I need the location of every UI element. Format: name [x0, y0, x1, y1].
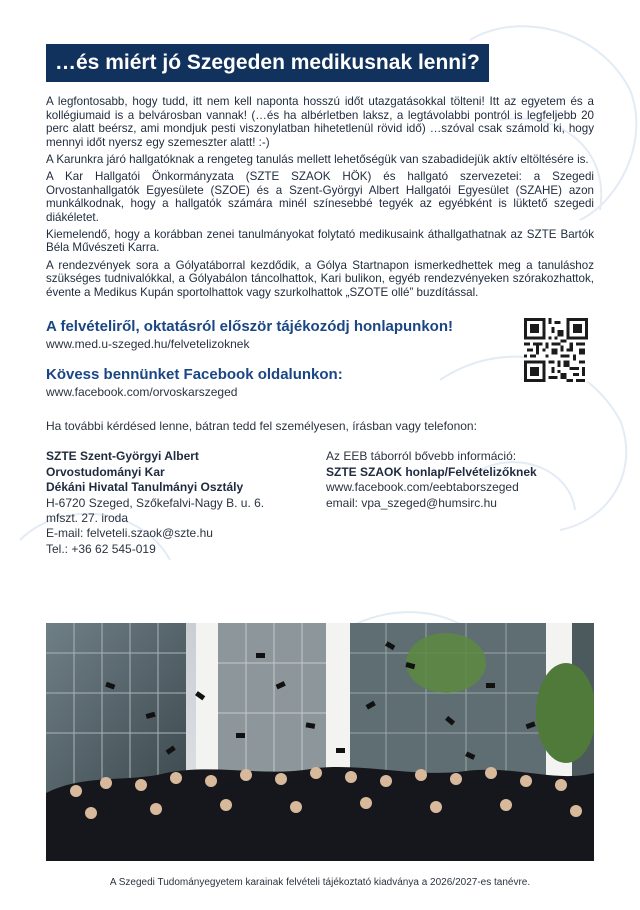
office-name: Orvostudományi Kar: [46, 464, 165, 479]
paragraph: A Karunkra járó hallgatóknak a rengeteg tanulás mellett lehetőségük van szabadidejük aktív eltöltésére is.: [46, 152, 589, 166]
facebook-heading: Kövess bennünket Facebook oldalunkon:: [46, 366, 343, 384]
office-name: SZTE Szent-Györgyi Albert: [46, 449, 199, 464]
admissions-heading: A felvételiről, oktatásról először tájékozódj honlapunkon!: [46, 318, 454, 336]
contact-eeb: [326, 449, 594, 557]
eeb-org: SZTE SZAOK honlap/Felvételizőknek: [326, 464, 537, 479]
paragraph: A rendezvények sora a Gólyatáborral kezdődik, a Gólya Startnapon ismerkedhettek meg a tanuláshoz szükséges tudnivalókkal, a Gólyabálon táncolhattok, Kari bulikon, egyéb rendezvényeken szórakozhattok, évente a Medikus Kupán sportolhattok vagy szurkolhattok „SZOTE ollé” buzdítással.: [46, 258, 594, 299]
graduation-photo: [46, 623, 594, 861]
footer-note: A Szegedi Tudományegyetem karainak felvételi tájékoztató kiadványa a 2026/2027-es tanévre.: [109, 877, 531, 888]
eeb-facebook-link[interactable]: www.facebook.com/eebtaborszeged: [326, 480, 519, 495]
paragraph: A legfontosabb, hogy tudd, itt nem kell naponta hosszú időt utazgatásokkal tölteni! Itt az egyetem és a kollégiumaid is a belvárosban vannak! (…és ha albérletben laksz, a legtávolabbi pontról is legfeljebb 20 perc alatt beérsz, ami mondjuk pesti viszonylatban hihetetlenül rövid idő) …szóval csak számold ki, hogy mennyi időt nyersz egy szemeszter alatt! :-): [46, 95, 594, 149]
eeb-intro: Az EEB táborról bővebb információ:: [326, 449, 517, 464]
admissions-link[interactable]: www.med.u-szeged.hu/felvetelizoknek: [46, 337, 250, 352]
office-room: mfszt. 27. iroda: [46, 510, 129, 525]
office-name: Dékáni Hivatal Tanulmányi Osztály: [46, 480, 244, 495]
paragraph: Kiemelendő, hogy a korábban zenei tanulmányokat folytató medikusaink áthallgathatnak az SZTE Bartók Béla Művészeti Karra.: [46, 227, 594, 255]
office-address: H-6720 Szeged, Szőkefalvi-Nagy B. u. 6.: [46, 495, 265, 510]
intro-text: [46, 95, 594, 299]
page-title: …és miért jó Szegeden medikusnak lenni?: [46, 44, 489, 82]
contact-columns: [46, 449, 594, 557]
contact-intro: Ha további kérdésed lenne, bátran tedd fel személyesen, írásban vagy telefonon:: [46, 419, 477, 434]
facebook-link[interactable]: www.facebook.com/orvoskarszeged: [46, 385, 238, 400]
content-page: [46, 44, 594, 557]
contact-office: [46, 449, 326, 557]
office-email[interactable]: E-mail: felveteli.szaok@szte.hu: [46, 526, 213, 541]
eeb-email[interactable]: email: vpa_szeged@humsirc.hu: [326, 495, 497, 510]
links-section: [46, 318, 594, 403]
office-phone[interactable]: Tel.: +36 62 545-019: [46, 541, 156, 556]
qr-code-icon[interactable]: [524, 318, 588, 382]
paragraph: A Kar Hallgatói Önkormányzata (SZTE SZAOK HÖK) és hallgató szervezetei: a Szegedi Orvostanhallgatók Egyesülete (SZOE) és a Szent-Györgyi Albert Hallgatói Egyesület (SZAHE) azon munkálkodnak, hogy a hallgatók számára minél színesebbé tegyék az egyébként is lüktető szegedi diákéletet.: [46, 169, 594, 224]
